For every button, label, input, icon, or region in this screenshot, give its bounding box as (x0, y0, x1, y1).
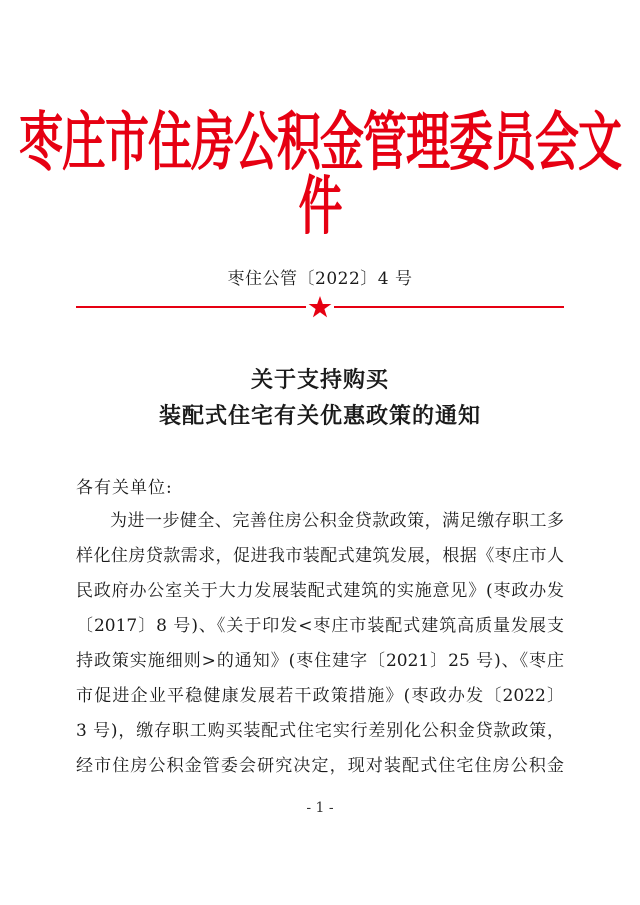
salutation: 各有关单位: (76, 478, 173, 498)
document-number: 枣住公管〔2022〕4 号 (227, 269, 413, 289)
notice-title-line-2: 装配式住宅有关优惠政策的通知 (158, 403, 481, 429)
divider-line-left (76, 306, 306, 308)
body-line: 3 号)，缴存职工购买装配式住宅实行差别化公积金贷款政策， (76, 721, 564, 741)
body-line: 市促进企业平稳健康发展若干政策措施》(枣政办发〔2022〕 (76, 686, 564, 706)
body-line: 民政府办公室关于大力发展装配式建筑的实施意见》(枣政办发 (76, 581, 564, 601)
page-number: - 1 - (306, 800, 334, 816)
notice-title-line-1: 关于支持购买 (250, 367, 389, 393)
red-divider (76, 296, 564, 318)
body-line: 样化住房贷款需求，促进我市装配式建筑发展，根据《枣庄市人 (76, 546, 564, 566)
body-line: 为进一步健全、完善住房公积金贷款政策，满足缴存职工多 (110, 511, 564, 531)
body-line: 持政策实施细则>的通知》(枣住建字〔2021〕25 号)、《枣庄 (76, 651, 564, 671)
divider-line-right (334, 306, 564, 308)
body-line: 经市住房公积金管委会研究决定，现对装配式住宅住房公积金 (76, 756, 564, 776)
body-line: 〔2017〕8 号)、《关于印发<枣庄市装配式建筑高质量发展支 (76, 616, 564, 636)
masthead-title: 枣庄市住房公积金管理委员会文件 (19, 106, 621, 244)
star-icon (308, 296, 332, 318)
